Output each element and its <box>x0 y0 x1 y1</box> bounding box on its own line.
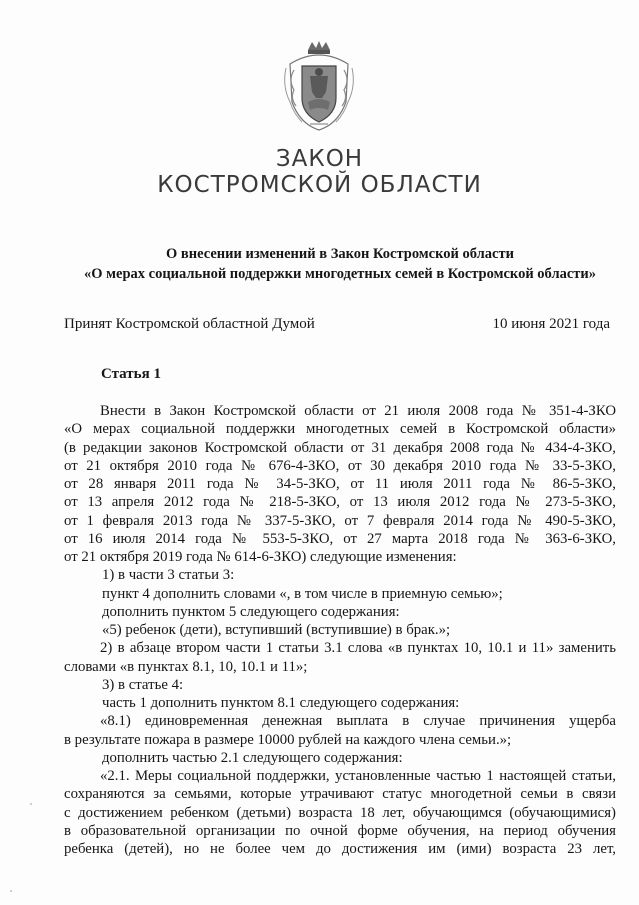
document-subject-line1: О внесении изменений в Закон Костромской области <box>166 246 514 262</box>
body-line: Внести в Закон Костромской области от 21 июля 2008 года № 351-4-ЗКО <box>100 403 616 419</box>
adopted-by: Принят Костромской областной Думой <box>64 316 315 332</box>
body-line: от 16 июля 2014 года № 553-5-ЗКО, от 27 марта 2018 года № 363-6-ЗКО, <box>64 530 616 547</box>
body-line: «О мерах социальной поддержки многодетных семей в Костромской области» <box>64 421 616 438</box>
body-line: от 21 октября 2019 года № 614-6-ЗКО) следующие изменения: <box>64 549 457 565</box>
body-line: от 21 октября 2010 года № 676-4-ЗКО, от 30 декабря 2010 года № 33-5-ЗКО, <box>64 457 616 474</box>
body-line: от 28 января 2011 года № 34-5-ЗКО, от 11 июля 2011 года № 86-5-ЗКО, <box>64 476 616 492</box>
body-line: от 13 апреля 2012 года № 218-5-ЗКО, от 13 июля 2012 года № 273-5-ЗКО, <box>64 494 616 511</box>
body-line: часть 1 дополнить пунктом 8.1 следующего содержания: <box>102 695 460 711</box>
body-line: в образовательной организации по очной форме обучения, на период обучения <box>64 822 616 839</box>
body-line: пункт 4 дополнить словами «, в том числе в приемную семью»; <box>102 585 503 602</box>
adopted-date: 10 июня 2021 года <box>492 316 610 332</box>
body-line: 1) в части 3 статьи 3: <box>102 567 235 584</box>
body-line: в результате пожара в размере 10000 рублей на каждого члена семьи.»; <box>64 731 512 748</box>
document-title-line1: ЗАКОН <box>275 146 364 172</box>
body-line: «5) ребенок (дети), вступивший (вступившие) в брак.»; <box>102 622 451 638</box>
body-line: ребенка (детей), но не более чем до достижения им (ими) возраста 23 лет, <box>64 841 616 857</box>
body-line: с достижением ребенком (детьми) возраста 18 лет, обучающимся (обучающимися) <box>64 804 616 821</box>
body-line: словами «в пунктах 8.1, 10, 10.1 и 11»; <box>64 658 308 675</box>
body-line: «8.1) единовременная денежная выплата в случае причинения ущерба <box>100 713 616 730</box>
body-line: 3) в статье 4: <box>102 676 184 693</box>
coat-of-arms-icon <box>280 40 358 132</box>
document-subject-line2: «О мерах социальной поддержки многодетных семей в Костромской области» <box>83 266 596 282</box>
body-line: от 1 февраля 2013 года № 337-5-ЗКО, от 7 февраля 2014 года № 490-5-ЗКО, <box>64 512 616 529</box>
scan-speck <box>10 890 12 892</box>
body-line: дополнить пунктом 5 следующего содержания: <box>102 603 400 620</box>
body-line: 2) в абзаце втором части 1 статьи 3.1 слова «в пунктах 10, 10.1 и 11» заменить <box>100 640 616 657</box>
document-title-line2: КОСТРОМСКОЙ ОБЛАСТИ <box>157 172 482 198</box>
article-body <box>64 402 616 858</box>
body-line: дополнить частью 2.1 следующего содержания: <box>102 749 403 766</box>
body-line: «2.1. Меры социальной поддержки, установленные частью 1 настоящей статьи, <box>100 768 616 784</box>
body-line: (в редакции законов Костромской области от 31 декабря 2008 года № 434-4-ЗКО, <box>64 439 616 456</box>
body-line: сохраняются за семьями, которые утрачивают статус многодетной семьи в связи <box>64 786 616 803</box>
article-heading: Статья 1 <box>101 366 161 382</box>
scan-speck <box>30 803 32 805</box>
